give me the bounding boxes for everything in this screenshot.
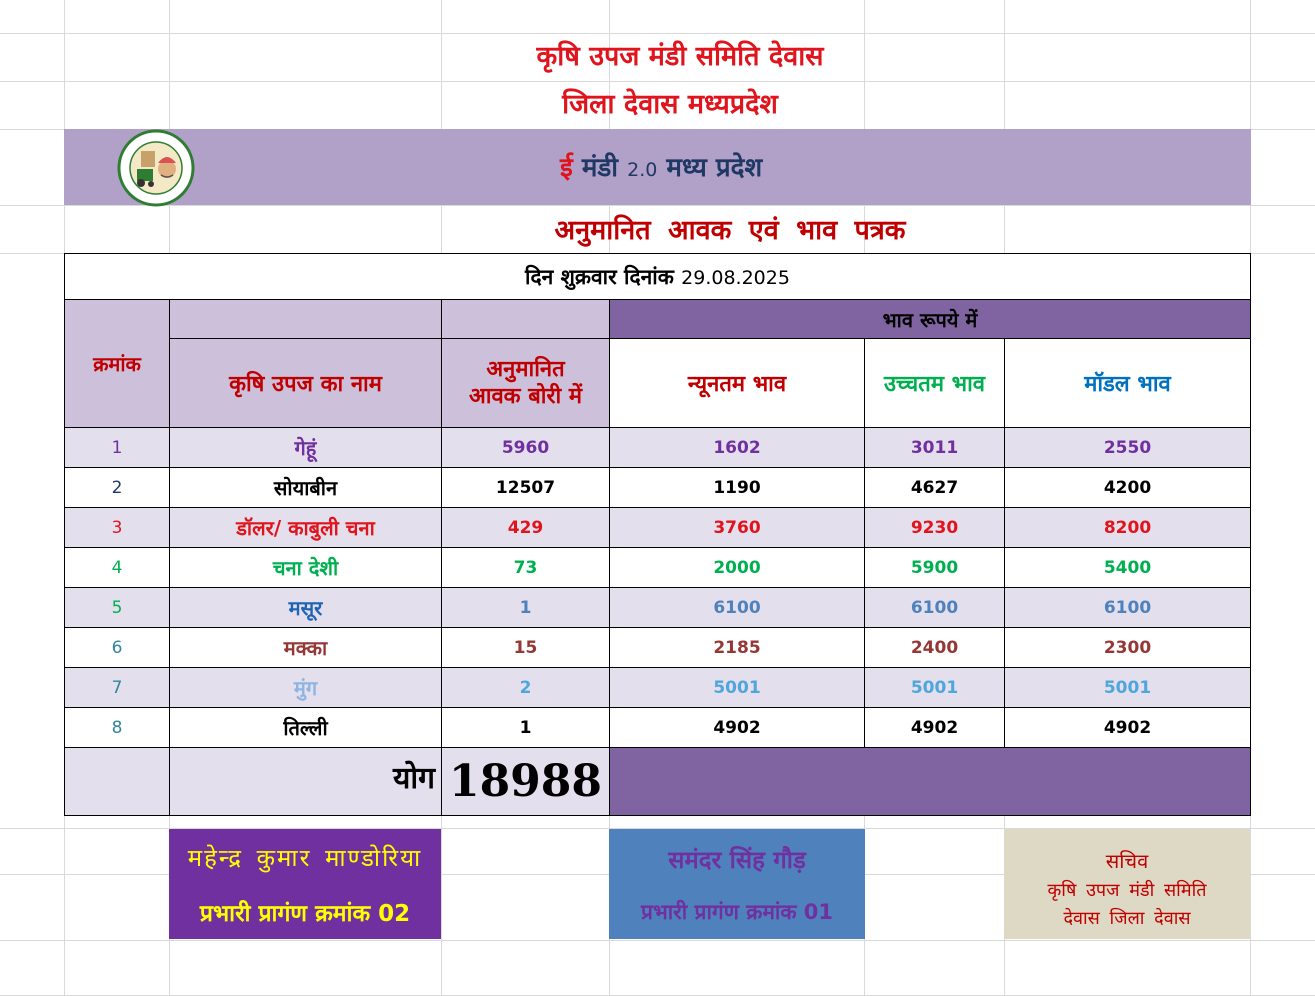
serial-cell: 6 (65, 628, 170, 668)
arrival-cell: 5960 (442, 428, 610, 468)
district-title: जिला देवास मध्यप्रदेश (562, 89, 778, 120)
crop-name-cell: तिल्ली (170, 708, 442, 748)
modal-price-header: मॉडल भाव (1005, 339, 1251, 428)
serial-cell: 3 (65, 508, 170, 548)
max-price-header: उच्चतम भाव (865, 339, 1005, 428)
max-price-cell: 4627 (865, 468, 1005, 508)
serial-cell: 7 (65, 668, 170, 708)
crop-header: कृषि उपज का नाम (170, 339, 442, 428)
modal-price-cell: 5400 (1005, 548, 1251, 588)
table-row (65, 588, 1251, 628)
modal-price-cell: 8200 (1005, 508, 1251, 548)
price-group-header: भाव रूपये में (610, 300, 1251, 339)
arrival-cell: 429 (442, 508, 610, 548)
modal-price-cell: 4902 (1005, 708, 1251, 748)
signatory-2 (609, 829, 865, 939)
max-price-cell: 5900 (865, 548, 1005, 588)
min-price-cell: 5001 (610, 668, 865, 708)
table-body (65, 428, 1251, 748)
crop-name-cell: डॉलर/ काबुली चना (170, 508, 442, 548)
signatory-1-name: महेन्द्र कुमार माण्डोरिया (187, 844, 423, 872)
signatory-1 (169, 829, 441, 939)
total-label: योग (170, 748, 442, 816)
serial-cell: 2 (65, 468, 170, 508)
serial-cell: 8 (65, 708, 170, 748)
crop-name-cell: मसूर (170, 588, 442, 628)
total-value: 18988 (442, 748, 610, 816)
signatory-1-post: प्रभारी प्रागंण क्रमांक 02 (199, 901, 411, 927)
header-row-1 (65, 300, 1251, 339)
arrival-cell: 15 (442, 628, 610, 668)
secretary-title: सचिव (1105, 849, 1149, 873)
arrival-cell: 73 (442, 548, 610, 588)
crop-name-cell: सोयाबीन (170, 468, 442, 508)
min-price-cell: 1602 (610, 428, 865, 468)
max-price-cell: 5001 (865, 668, 1005, 708)
modal-price-cell: 2300 (1005, 628, 1251, 668)
max-price-cell: 3011 (865, 428, 1005, 468)
emandi-suffix: मध्य प्रदेश (666, 153, 763, 183)
crop-name-cell: मक्का (170, 628, 442, 668)
table-row (65, 508, 1251, 548)
emandi-title (560, 148, 762, 184)
sheet-subtitle: अनुमानित आवक एवं भाव पत्रक (554, 215, 906, 246)
max-price-cell: 9230 (865, 508, 1005, 548)
modal-price-cell: 2550 (1005, 428, 1251, 468)
arrival-header (442, 339, 610, 428)
signatory-2-post: प्रभारी प्रागंण क्रमांक 01 (641, 900, 833, 924)
max-price-cell: 2400 (865, 628, 1005, 668)
mandi-board-logo-icon (103, 129, 209, 207)
arrival-cell: 12507 (442, 468, 610, 508)
table-row (65, 428, 1251, 468)
min-price-header: न्यूनतम भाव (610, 339, 865, 428)
total-row (65, 748, 1251, 816)
secretary-line3: देवास जिला देवास (1063, 908, 1191, 929)
min-price-cell: 2000 (610, 548, 865, 588)
emandi-mid: मंडी (581, 153, 619, 183)
table-row (65, 468, 1251, 508)
min-price-cell: 6100 (610, 588, 865, 628)
arrival-cell: 2 (442, 668, 610, 708)
arrival-header-line1: अनुमानित (486, 357, 565, 382)
crop-name-cell: मुंग (170, 668, 442, 708)
serial-header: क्रमांक (65, 300, 170, 428)
modal-price-cell: 6100 (1005, 588, 1251, 628)
serial-cell: 4 (65, 548, 170, 588)
modal-price-cell: 5001 (1005, 668, 1251, 708)
signatory-2-name: समंदर सिंह गौड़ (668, 846, 806, 874)
crop-name-cell: चना देशी (170, 548, 442, 588)
arrival-cell: 1 (442, 588, 610, 628)
emandi-version: 2.0 (627, 159, 658, 181)
price-table (64, 253, 1251, 816)
table-row (65, 668, 1251, 708)
max-price-cell: 6100 (865, 588, 1005, 628)
date-row (65, 254, 1251, 300)
table-row (65, 548, 1251, 588)
emandi-prefix: ई (560, 153, 573, 183)
day-label: दिन शुक्रवार दिनांक (525, 264, 674, 289)
report-date: 29.08.2025 (681, 266, 790, 289)
arrival-header-line2: आवक बोरी में (468, 384, 583, 409)
signatory-secretary (1004, 829, 1250, 939)
modal-price-cell: 4200 (1005, 468, 1251, 508)
min-price-cell: 2185 (610, 628, 865, 668)
mandi-title: कृषि उपज मंडी समिति देवास (536, 41, 824, 72)
crop-name-cell: गेहूं (170, 428, 442, 468)
max-price-cell: 4902 (865, 708, 1005, 748)
serial-cell: 5 (65, 588, 170, 628)
min-price-cell: 1190 (610, 468, 865, 508)
table-row (65, 628, 1251, 668)
table-row (65, 708, 1251, 748)
serial-cell: 1 (65, 428, 170, 468)
secretary-line2: कृषि उपज मंडी समिति (1047, 880, 1207, 901)
header-row-2 (65, 339, 1251, 428)
min-price-cell: 4902 (610, 708, 865, 748)
min-price-cell: 3760 (610, 508, 865, 548)
arrival-cell: 1 (442, 708, 610, 748)
